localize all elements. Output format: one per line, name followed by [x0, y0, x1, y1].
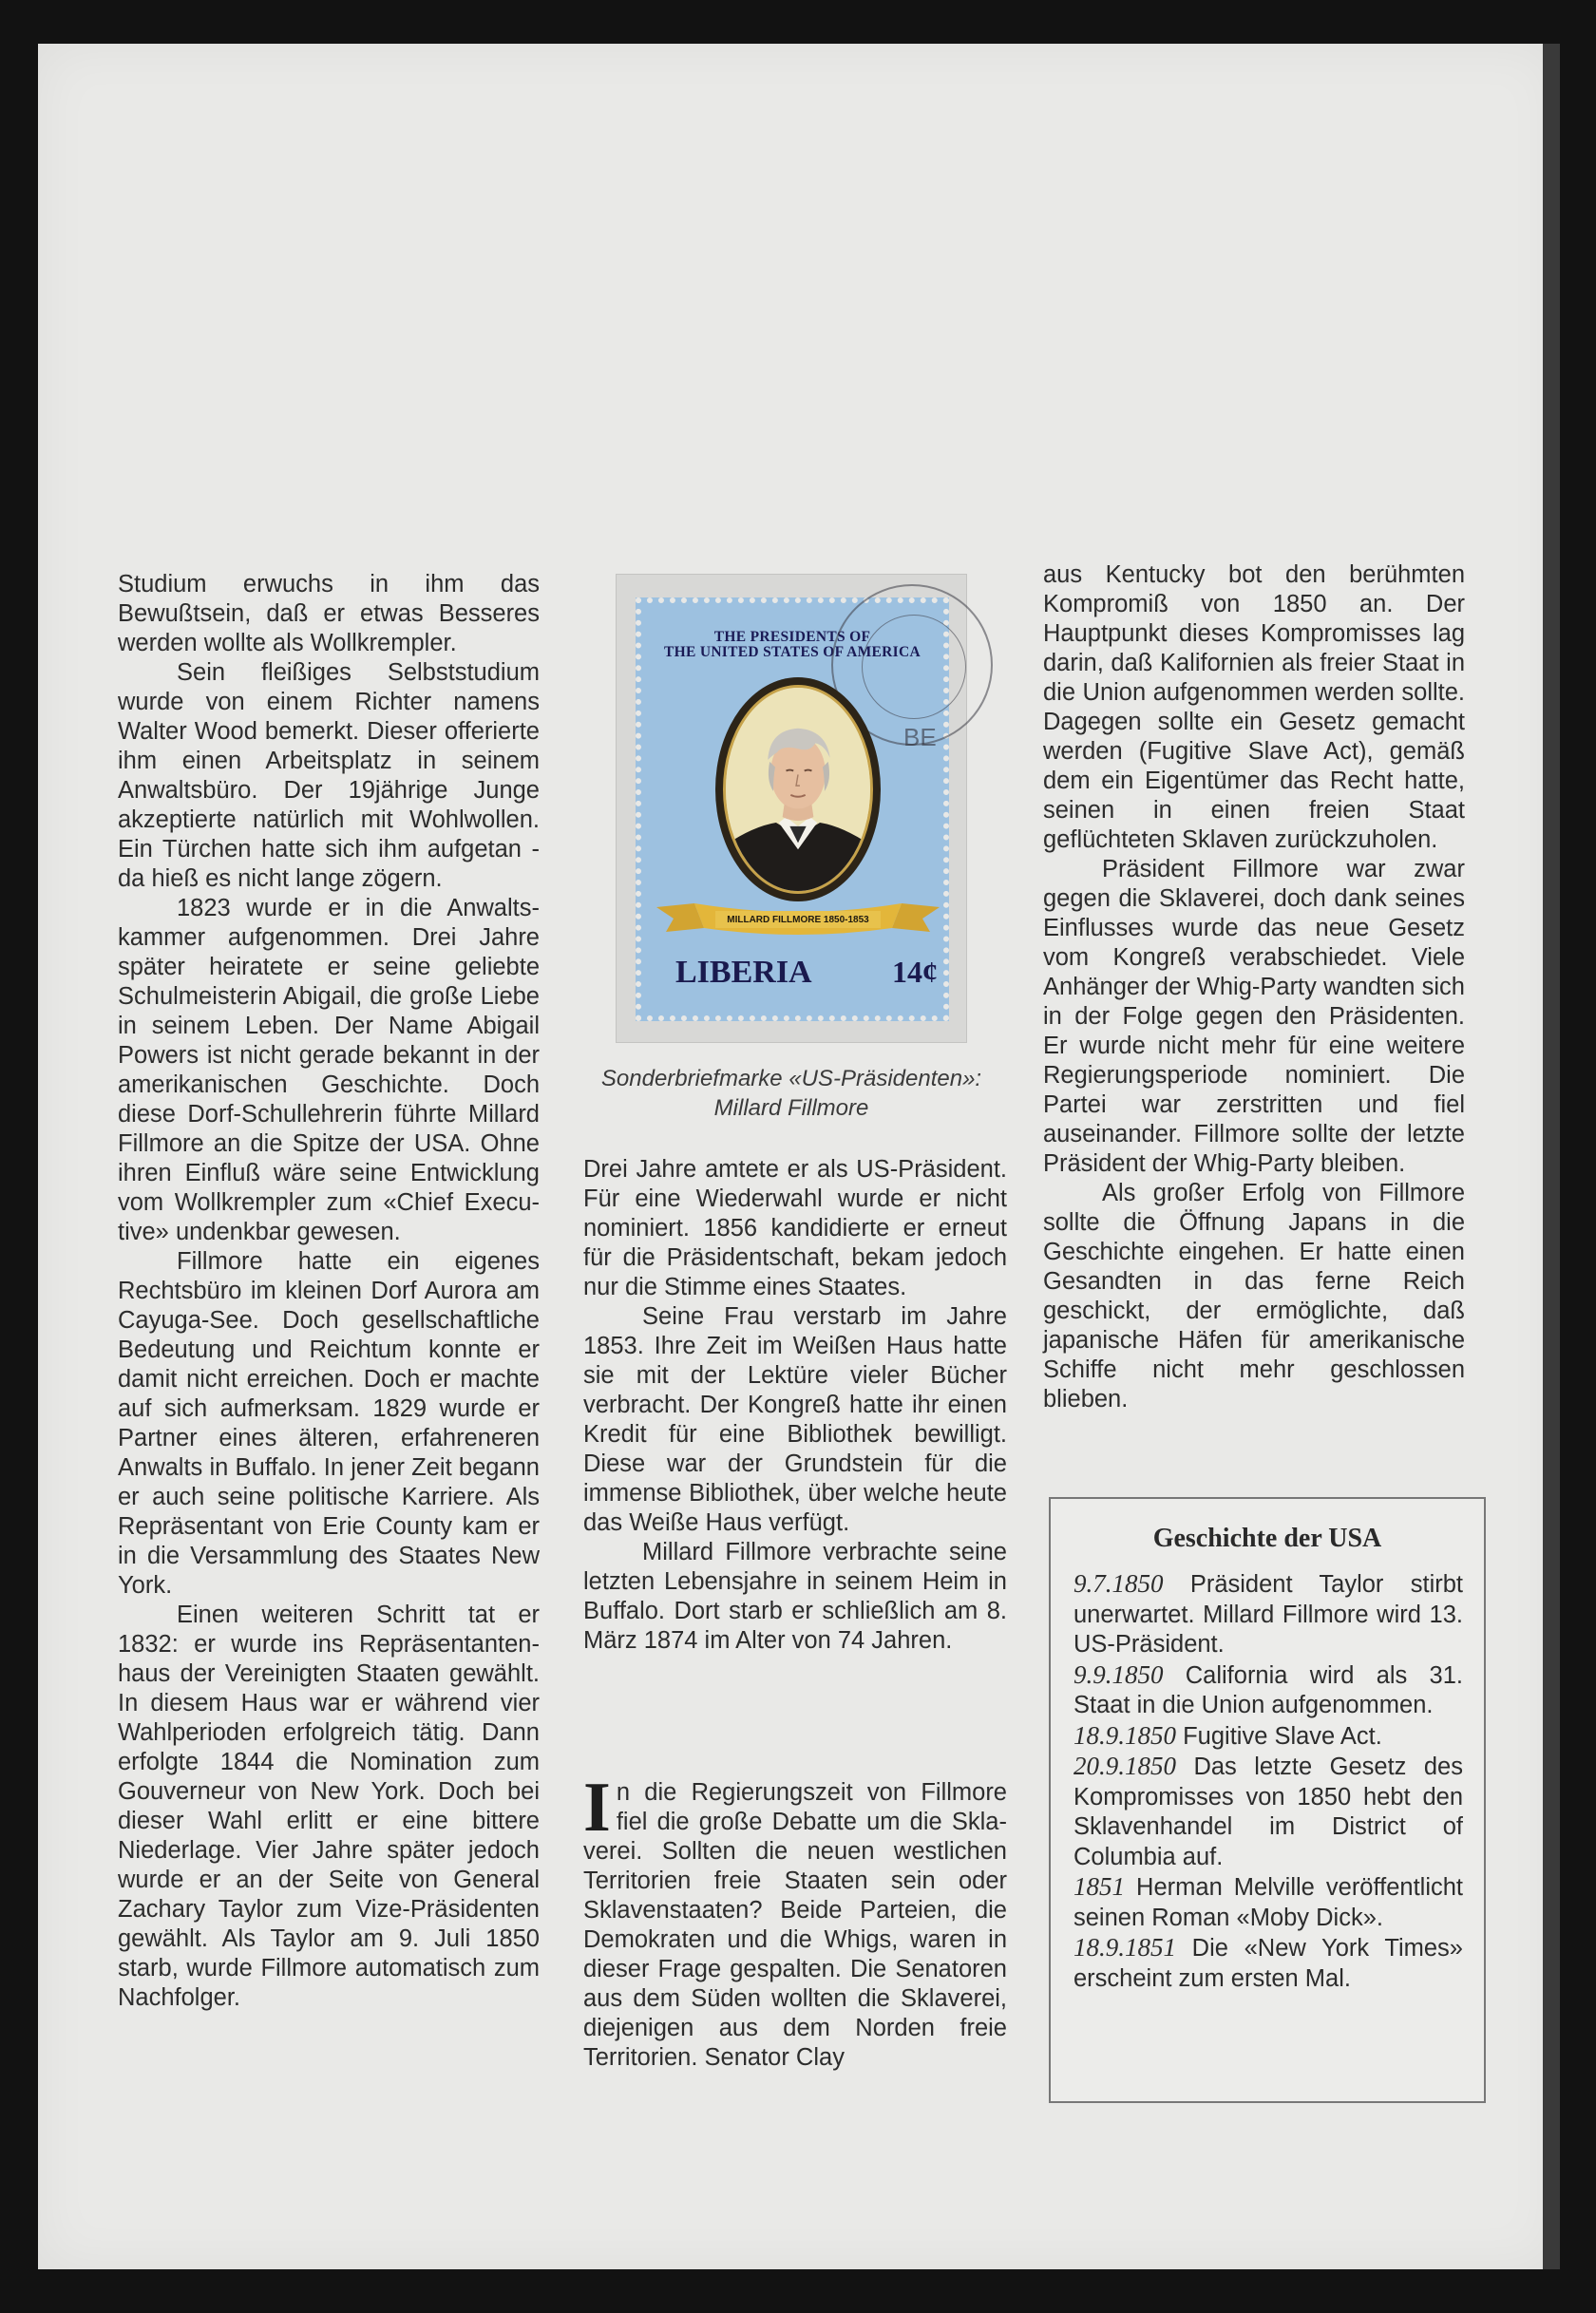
paragraph: aus Kentucky bot den berühmten Kompromiß von 1850 an. Der Hauptpunkt dieses Kompromisses lag darin, daß Kalifornien als freier Staat in die Union aufgenommen werden sollte. Dagegen sollte ein Gesetz gemacht werden (Fugitive Slave Act), gemäß dem ein Eigentümer das Recht hatte, seinen in einen freien Staat geflüchteten Sklaven zurückzuholen.	[1043, 561, 1465, 853]
paragraph: Studium erwuchs in ihm das Bewußtsein, daß er etwas Besseres werden wollte als Wollkrempler.	[118, 571, 540, 656]
timeline-text: Herman Melville veröffentlicht seinen Roman «Moby Dick».	[1074, 1874, 1463, 1931]
timeline-entry	[1074, 1872, 1463, 1933]
text-column-2-section	[583, 1769, 1007, 2073]
paragraph: Drei Jahre amtete er als US-Präsident. Für eine Wiederwahl wurde er nicht nominiert. 1856 kandidierte er erneut für die Präsidentschaft, bekam jedoch nur die Stimme eines Staates.	[583, 1156, 1007, 1300]
timeline-text: Das letzte Gesetz des Kompromisses von 1850 hebt den Sklavenhandel im District of Columbia auf.	[1074, 1754, 1463, 1870]
name-banner-label: MILLARD FILLMORE 1850-1853	[727, 915, 869, 925]
timeline-text: Präsident Taylor stirbt unerwartet. Millard Fillmore wird 13. US-Präsident.	[1074, 1571, 1463, 1658]
timeline-date: 20.9.1850	[1074, 1752, 1176, 1780]
timeline-date: 1851	[1074, 1872, 1125, 1901]
timeline-date: 18.9.1851	[1074, 1933, 1176, 1962]
postmark-text: BE	[903, 723, 937, 751]
timeline-date: 9.9.1850	[1074, 1659, 1164, 1689]
paragraph: Einen weiteren Schritt tat er 1832: er wurde ins Repräsentantenhaus der Vereinigten Staaten gewählt. In diesem Haus war er während vier Wahlperioden erfolgreich tätig. Dann erfolgte 1844 die Nomination zum Gouverneur von New York. Doch bei dieser Wahl erlitt er eine bittere Niederlage. Vier Jahre später jedoch wurde er an der Seite von General Zachary Taylor zum Vize-Präsidenten gewählt. Als Taylor am 9. Juli 1850 starb, wurde Fillmore automatisch zum Nachfolger.	[118, 1602, 540, 2011]
stamp-header-line-1: THE PRESIDENTS OF	[713, 629, 871, 645]
paragraph: 1823 wurde er in die Anwaltskammer aufgenommen. Drei Jahre später heiratete er seine geliebte Schulmeisterin Abigail, die große Liebe in seinem Leben. Der Name Abigail Powers ist nicht gerade bekannt in der amerikanischen Geschichte. Doch diese Dorf-Schullehrerin führte Millard Fillmore an die Spitze der USA. Ohne ihren Einfluß wäre seine Entwicklung vom Wollkrempler zum «Chief Executive» undenkbar gewesen.	[118, 895, 540, 1245]
timeline-text: Fugitive Slave Act.	[1176, 1722, 1382, 1750]
timeline-entry	[1074, 1752, 1463, 1872]
dropcap: I	[583, 1769, 611, 1847]
paragraph: Millard Fillmore verbrachte seine letzten Lebensjahre in seinem Heim in Buffalo. Dort starb er schließlich am 8. März 1874 im Alter von 74 Jahren.	[583, 1539, 1007, 1654]
stamp-header-line-2: THE UNITED STATES OF AMERICA	[664, 644, 921, 660]
stamp-caption-line-1: Sonderbriefmarke «US-Präsidenten»:	[600, 1066, 982, 1091]
paragraph: Fillmore hatte ein eigenes Rechtsbüro im kleinen Dorf Aurora am Cayuga-See. Doch gesellschaftliche Bedeutung und Reichtum konnte er damit nicht erreichen. Doch er machte auf sich aufmerksam. 1829 wurde er Partner eines älteren, erfahreneren Anwalts in Buffalo. In jener Zeit begann er auch seine politische Karriere. Als Repräsentant von Erie County kam er in die Versammlung des Staates New York.	[118, 1248, 540, 1599]
paragraph: Als großer Erfolg von Fillmore sollte die Öffnung Japans in die Geschichte eingehen. Er hatte einen Gesandten in das ferne Reich geschickt, der ermöglichte, daß japanische Häfen für amerikanische Schiffe nicht mehr geschlossen blieben.	[1043, 1180, 1465, 1412]
portrait-image	[726, 688, 870, 891]
timeline-entry	[1074, 1569, 1463, 1660]
stamp-caption	[578, 1064, 1005, 1123]
stamp-caption-line-2: Millard Fillmore	[713, 1095, 869, 1121]
timeline-title: Geschichte der USA	[1152, 1524, 1382, 1553]
stamp-mount	[616, 574, 967, 1043]
timeline-text: California wird als 31. Staat in die Union aufgenommen.	[1074, 1661, 1463, 1718]
timeline-date: 18.9.1850	[1074, 1720, 1176, 1750]
timeline-entry	[1074, 1933, 1463, 1994]
stamp-value: 14¢	[892, 955, 938, 989]
page-edge-shadow	[1543, 44, 1560, 2269]
postage-stamp	[636, 597, 949, 1021]
timeline-date: 9.7.1850	[1074, 1569, 1164, 1598]
text-column-3	[1043, 560, 1465, 1414]
timeline-entry	[1074, 1721, 1463, 1753]
text-column-1	[118, 570, 540, 2013]
stamp-country: LIBERIA	[675, 955, 812, 990]
timeline-entry	[1074, 1660, 1463, 1721]
timeline-text: Die «New York Times» erscheint zum ersten Mal.	[1074, 1935, 1463, 1992]
paragraph: Seine Frau verstarb im Jahre 1853. Ihre Zeit im Weißen Haus hatte sie mit der Lektüre vieler Bücher verbracht. Der Kongreß hatte ihr einen Kredit für eine Bibliothek bewilligt. Diese war der Grundstein für die immense Bibliothek, über welche heute das Weiße Haus verfügt.	[583, 1303, 1007, 1536]
text-column-2	[583, 1155, 1007, 1656]
paragraph: Präsident Fillmore war zwar gegen die Sklaverei, doch dank seines Einflusses wurde das neue Gesetz vom Kongreß verabschiedet. Viele Anhänger der Whig-Party wandten sich in der Folge gegen den Präsidenten. Er wurde nicht mehr für eine weitere Regierungsperiode nominiert. Die Partei war zerstritten und fiel auseinander. Fillmore sollte der letzte Präsident der Whig-Party bleiben.	[1043, 856, 1465, 1177]
timeline-box	[1049, 1497, 1486, 2103]
paragraph-with-dropcap	[583, 1769, 1007, 2073]
paragraph: Sein fleißiges Selbststudium wurde von einem Richter namens Walter Wood bemerkt. Dieser offerierte ihm einen Arbeitsplatz in seinem Anwaltsbüro. Der 19jährige Junge akzeptierte natürlich mit Wohlwollen. Ein Türchen hatte sich ihm aufgetan - da hieß es nicht lange zögern.	[118, 659, 540, 892]
timeline-list	[1074, 1569, 1463, 1994]
portrait-oval	[723, 685, 873, 894]
dropcap-paragraph-text: n die Regierungszeit von Fillmore fiel die große Debatte um die Sklaverei. Sollten die neuen westlichen Territorien freie Staaten sein oder Sklavenstaaten? Beide Parteien, die Demokraten und die Whigs, waren in dieser Frage gespalten. Die Senatoren aus dem Süden wollten die Sklaverei, diejenigen aus dem Norden freie Territorien. Senator Clay	[583, 1779, 1007, 2071]
postmark-inner-circle	[862, 615, 966, 719]
